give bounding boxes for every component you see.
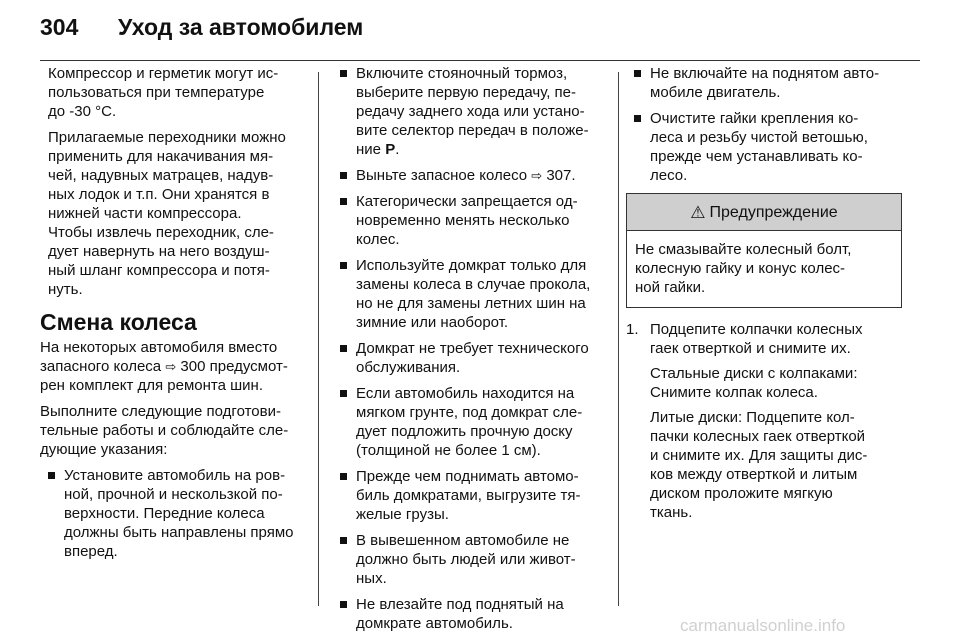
list-item: Не влезайте под поднятый на домкрате автомобиль. — [332, 595, 604, 633]
list-item: Категорически запрещается од- новременно менять несколько колес. — [332, 192, 604, 249]
list-item: Домкрат не требует технического обслуживания. — [332, 339, 604, 377]
bullet-icon — [340, 345, 347, 352]
page-number: 304 — [40, 14, 79, 40]
bullet-icon — [634, 70, 641, 77]
bullet-icon — [340, 172, 347, 179]
list-item: Установите автомобиль на ров- ной, прочной и нескользкой по- верхности. Передние колеса должны быть направлены прямо вперед. — [40, 466, 302, 561]
step-substep: Стальные диски с колпаками: Снимите колпак колеса. — [650, 365, 858, 401]
bullet-icon — [340, 262, 347, 269]
page-ref-arrow-icon: ⇨ — [531, 168, 543, 183]
step-number: 1. — [626, 321, 639, 338]
bullet-icon — [340, 537, 347, 544]
column-divider-2 — [618, 72, 619, 606]
warning-body: Не смазывайте колесный болт, колесную гайку и конус колес- ной гайки. — [635, 241, 852, 296]
list-item: Не включайте на поднятом авто- мобиле двигатель. — [626, 64, 902, 102]
list-item: В вывешенном автомобиле не должно быть людей или живот- ных. — [332, 531, 604, 588]
column-2 — [332, 64, 604, 640]
page-title: Уход за автомобилем — [118, 14, 364, 40]
paragraph-adapters: Прилагаемые переходники можно применить для накачивания мя- чей, надувных матрацев, надув- ных лодок и т.п. Они хранятся в нижней части компрессора. Чтобы извлечь переходник, сле- дует навернуть на него воздуш- ный шланг компрессора и потя- нуть. — [48, 129, 286, 298]
section-heading: Смена колеса — [40, 309, 197, 335]
bullet-icon — [340, 390, 347, 397]
bullet-icon — [340, 473, 347, 480]
bullet-icon — [48, 472, 55, 479]
watermark: carmanualsonline.info — [680, 616, 846, 635]
list-item: Если автомобиль находится на мягком грунте, под домкрат сле- дует подложить прочную доску (толщиной не более 1 см). — [332, 384, 604, 460]
bullet-icon — [340, 198, 347, 205]
list-item: Используйте домкрат только для замены колеса в случае прокола, но не для замены летних шин на зимние или наоборот. — [332, 256, 604, 332]
page-header — [40, 14, 920, 54]
bullet-icon — [634, 115, 641, 122]
paragraph-spare-wheel: На некоторых автомобиля вместо запасного колеса ⇨ 300 предусмот- рен комплект для ремонта шин. — [40, 339, 288, 394]
header-rule — [40, 60, 920, 61]
column-divider-1 — [318, 72, 319, 606]
page-ref-arrow-icon: ⇨ — [165, 359, 177, 374]
warning-box — [626, 193, 902, 308]
column-1 — [40, 64, 302, 568]
warning-title: Предупреждение — [709, 203, 838, 221]
paragraph-preparation: Выполните следующие подготови- тельные работы и соблюдайте сле- дующие указания: — [40, 403, 289, 458]
warning-header — [627, 194, 901, 231]
bullet-icon — [340, 70, 347, 77]
bullet-icon — [340, 601, 347, 608]
paragraph-compressor: Компрессор и герметик могут ис- пользоваться при температуре до -30 °C. — [48, 65, 279, 120]
numbered-step: 1. Подцепите колпачки колесных гаек отверткой и снимите их. Стальные диски с колпаками: Снимите колпак колеса. Литые диски: Подцепите кол- пачки колесных гаек отверткой и снимите их. Для защиты дис- ков между отверткой и литым диском проложите мягкую ткань. — [626, 320, 902, 522]
column-3 — [626, 64, 902, 522]
step-substep: Литые диски: Подцепите кол- пачки колесных гаек отверткой и снимите их. Для защиты дис- ков между отверткой и литым диском проложите мягкую ткань. — [650, 409, 868, 521]
warning-triangle-icon: ⚠ — [690, 202, 706, 222]
list-item: Очистите гайки крепления ко- леса и резьбу чистой ветошью, прежде чем устанавливать ко- лесо. — [626, 109, 902, 185]
list-item: Выньте запасное колесо ⇨ 307. — [332, 166, 604, 185]
list-item: Прежде чем поднимать автомо- биль домкратами, выгрузите тя- желые грузы. — [332, 467, 604, 524]
list-item: Включите стояночный тормоз, выберите первую передачу, пе- редачу заднего хода или устано- вите селектор передач в положе- ние P. — [332, 64, 604, 159]
